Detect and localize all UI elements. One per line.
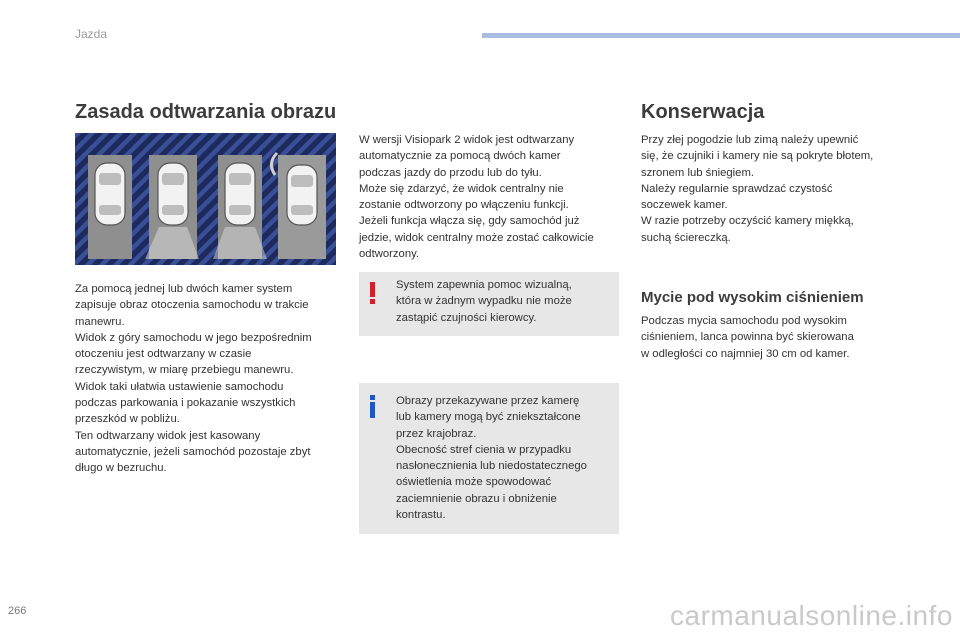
warning-box <box>359 272 619 336</box>
info-box <box>359 383 619 534</box>
info-text: Obrazy przekazywane przez kamerę lub kamery mogą być zniekształcone przez krajobraz. Obecność stref cienia w przypadku nasłonecznienia lub niedostatecznego oświetlenia może spowodować zaciemnienie obrazu i obniżenie kontrastu. <box>396 395 587 522</box>
section-title: Zasada odtwarzania obrazu <box>75 101 337 123</box>
pressure-wash-title: Mycie pod wysokim ciśnieniem <box>641 289 864 306</box>
pressure-wash-paragraph: Podczas mycia samochodu pod wysokim ciśnieniem, lanca powinna być skierowana w odległości co najmniej 30 cm od kamer. <box>641 315 854 360</box>
maintenance-title: Konserwacja <box>641 101 765 123</box>
warning-text: System zapewnia pomoc wizualną, która w żadnym wypadku nie może zastąpić czujności kierowcy. <box>396 279 572 324</box>
visiopark-paragraph: W wersji Visiopark 2 widok jest odtwarzany automatycznie za pomocą dwóch kamer podczas jazdy do przodu lub do tyłu. Może się zdarzyć, że widok centralny nie zostanie odtworzony po włączeniu funkcji. Jeżeli funkcja włącza się, gdy samochód już jedzie, widok centralny może zostać całkowicie odtworzony. <box>359 134 594 261</box>
intro-paragraph: Za pomocą jednej lub dwóch kamer system zapisuje obraz otoczenia samochodu w trakcie manewru. Widok z góry samochodu w jego bezpośrednim otoczeniu jest odtwarzany w czasie rzeczywistym, w miarę przebiegu manewru. Widok taki ułatwia ustawienie samochodu podczas parkowania i pokazanie wszystkich przeszkód w pobliżu. Ten odtwarzany widok jest kasowany automatycznie, jeżeli samochód pozostaje zbyt długo w bezruchu. <box>75 283 312 475</box>
info-icon <box>370 395 375 419</box>
section-header: Jazda <box>75 27 108 41</box>
exclamation-icon <box>370 282 375 304</box>
header-accent-bar <box>482 33 960 38</box>
maintenance-paragraph: Przy złej pogodzie lub zimą należy upewnić się, że czujniki i kamery nie są pokryte błotem, szronem lub śniegiem. Należy regularnie sprawdzać czystość soczewek kamer. W razie potrzeby oczyścić kamery miękką, suchą ściereczką. <box>641 134 874 244</box>
parking-view-illustration <box>75 133 336 265</box>
page-number: 266 <box>8 605 27 617</box>
watermark: carmanualsonline.info <box>670 600 953 631</box>
